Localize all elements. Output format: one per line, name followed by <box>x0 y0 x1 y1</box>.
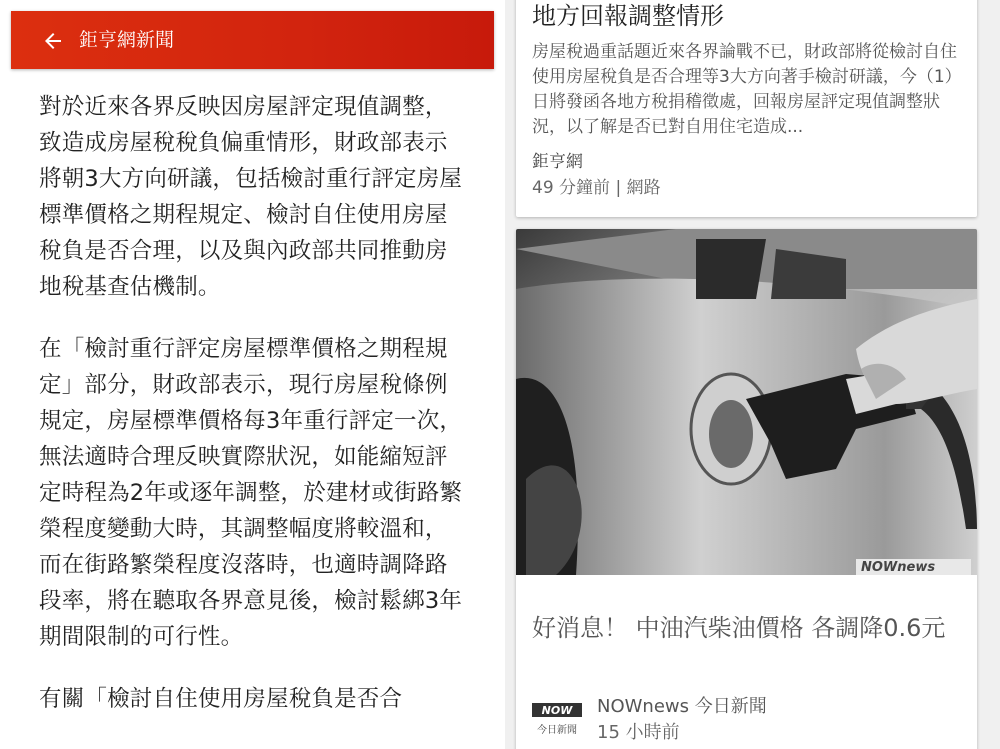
news-card[interactable] <box>516 0 977 217</box>
news-card-source: NOWnews 今日新聞 <box>597 696 767 717</box>
news-card-title[interactable]: 好消息！ 中油汽柴油價格 各調降0.6元 <box>532 614 946 642</box>
article-paragraph: 對於近來各界反映因房屋評定現值調整，致造成房屋稅稅負偏重情形，財政部表示將朝3大方向研議，包括檢討重行評定房屋標準價格之期程規定、檢討自住使用房屋稅負是否合理，以及與內政部共同推動房地稅基查估機制。 <box>39 94 463 300</box>
news-feed[interactable] <box>505 0 1000 749</box>
fuel-nozzle-photo[interactable] <box>516 229 977 575</box>
news-card[interactable] <box>516 229 977 749</box>
image-watermark: NOWnews <box>861 560 936 575</box>
news-card-snippet: 房屋稅過重話題近來各界論戰不已，財政部將從檢討自住使用房屋稅負是否合理等3大方向著手檢討研議，今（1）日將發函各地方稅捐稽徵處，回報房屋評定現值調整狀況，以了解是否已對自用住宅造成... <box>532 42 962 137</box>
logo-text: NOW <box>541 704 573 717</box>
nownews-logo <box>532 703 582 737</box>
news-card-time: 15 小時前 <box>597 722 680 743</box>
header-title: 鉅亨網新聞 <box>79 29 175 51</box>
news-card-title[interactable]: 地方回報調整情形 <box>532 2 724 30</box>
news-card-meta: 49 分鐘前 | 網路 <box>532 178 661 198</box>
arrow-left-icon[interactable] <box>41 29 65 53</box>
article-body <box>39 89 469 743</box>
article-paragraph: 有關「檢討自住使用房屋稅負是否合 <box>39 686 403 712</box>
app-header <box>11 11 494 69</box>
logo-subtext: 今日新聞 <box>537 725 577 736</box>
article-paragraph: 在「檢討重行評定房屋標準價格之期程規定」部分，財政部表示，現行房屋稅條例規定，房屋標準價格每3年重行評定一次，無法適時合理反映實際狀況，如能縮短評定時程為2年或逐年調整，於建材或街路繁榮程度變動大時，其調整幅度將較溫和，而在街路繁榮程度沒落時，也適時調降路段率，將在聽取各界意見後，檢討鬆綁3年期間限制的可行性。 <box>39 336 463 650</box>
news-card-source: 鉅亨網 <box>532 152 583 172</box>
